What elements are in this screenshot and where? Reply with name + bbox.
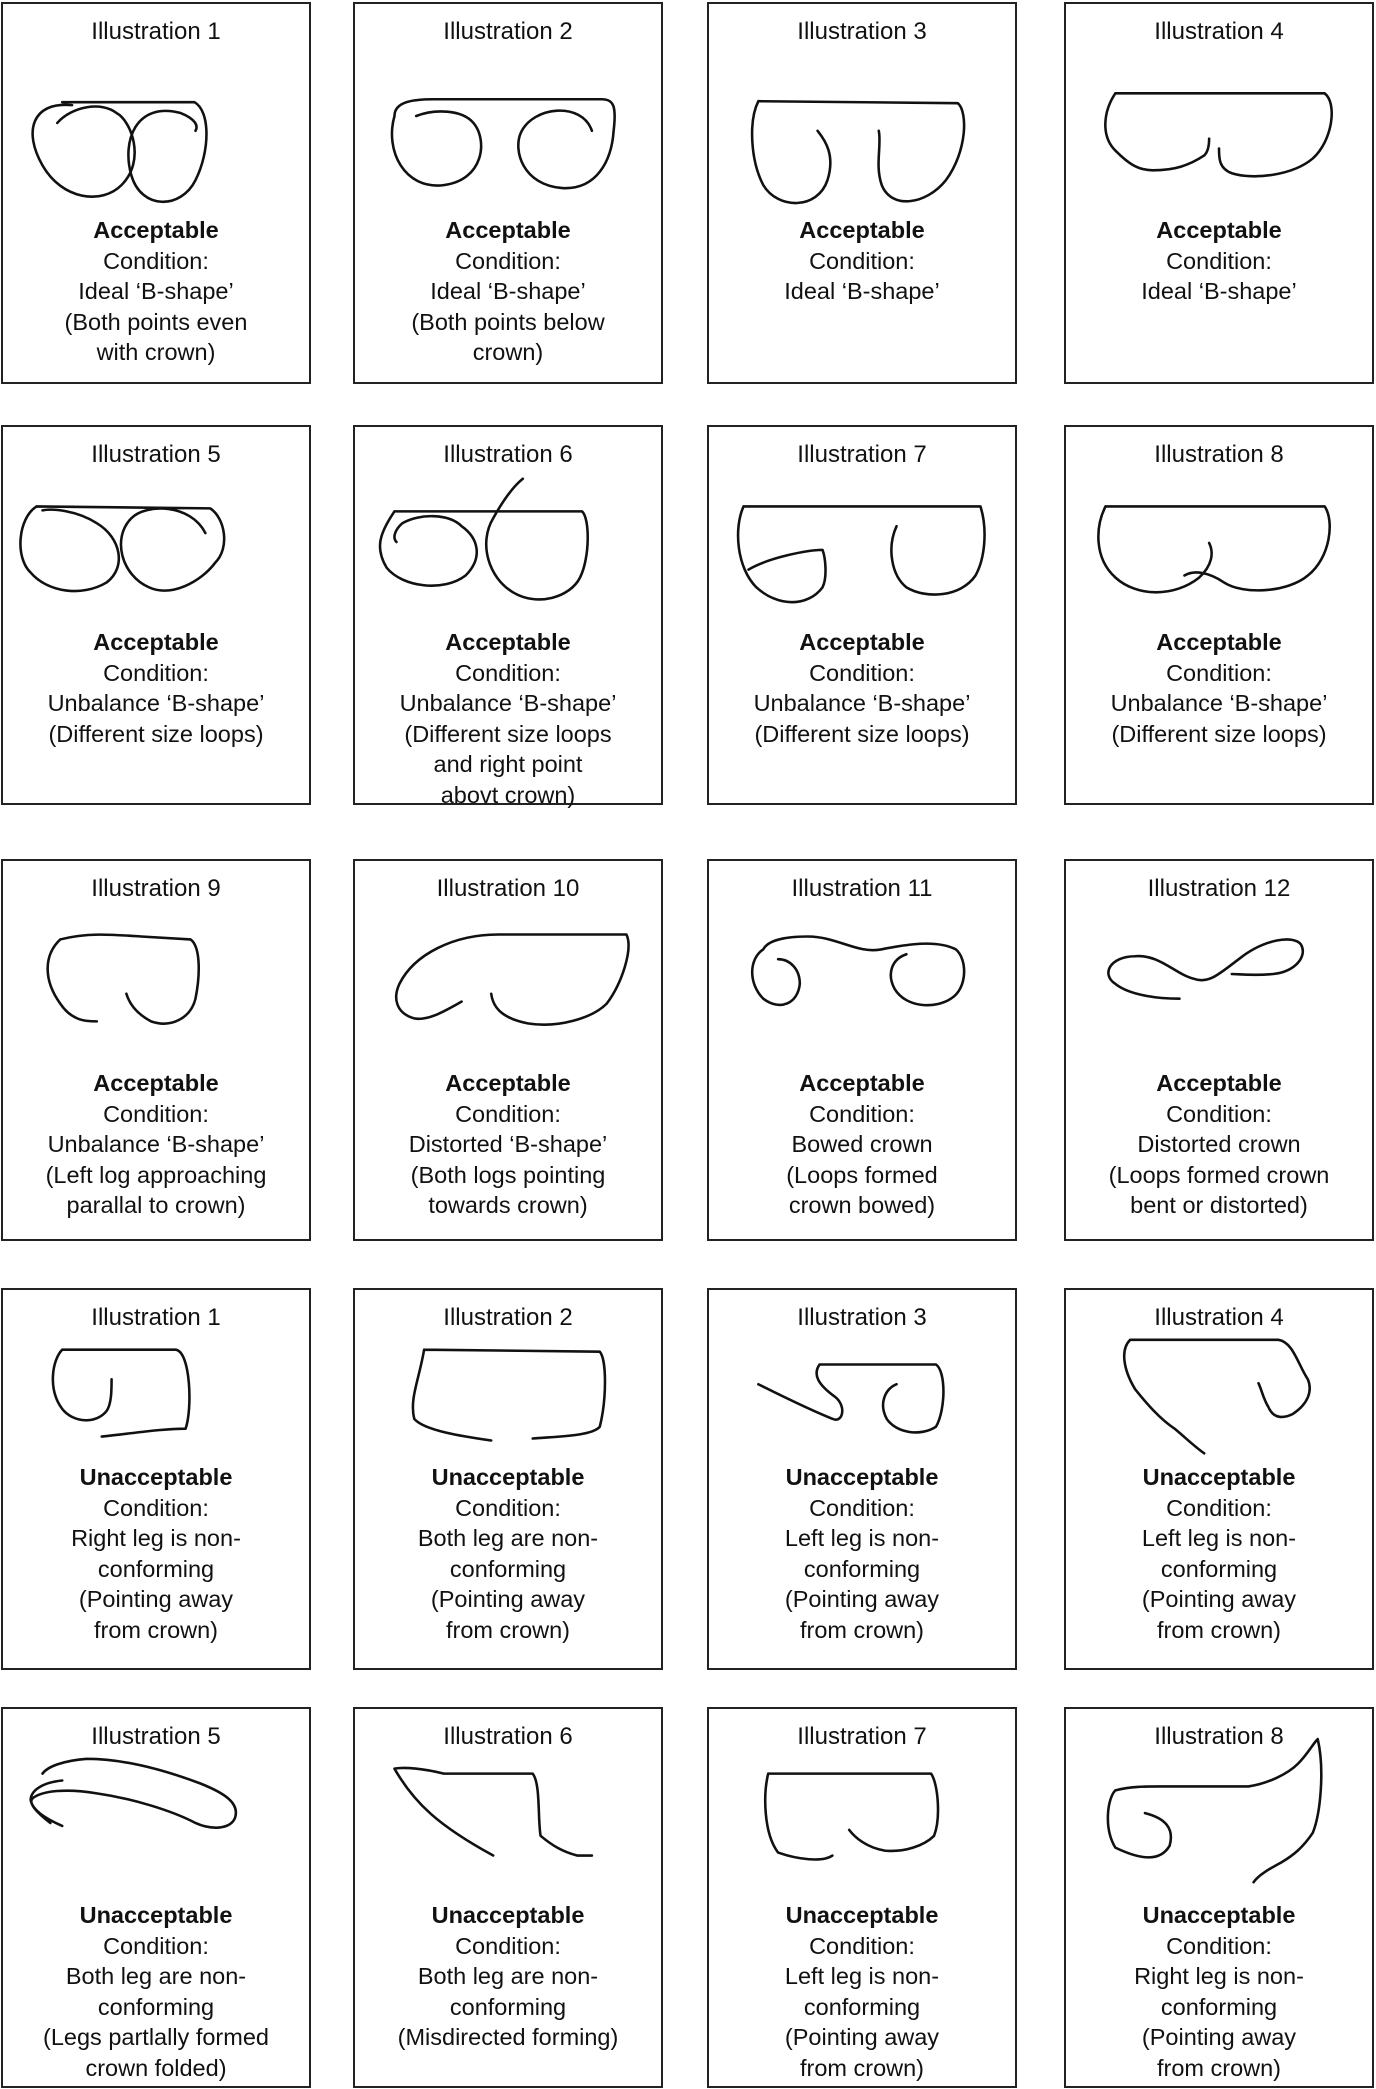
condition-text-line: from crown) [1156,1616,1282,1643]
wire-shape-outline [33,102,207,202]
illustration-panel [707,1288,1017,1670]
condition-text-line: (Both points even [64,308,248,335]
condition-text-line: Unbalance ‘B-shape’ [47,690,265,716]
condition-text-line: (Pointing away [1141,1586,1297,1612]
illustration-description [355,1900,661,2053]
condition-label: Condition: [1166,1100,1272,1127]
illustration-panel [1064,1288,1374,1670]
illustration-panel [707,2,1017,384]
illustration-description [1066,1462,1372,1645]
condition-text-line: with crown) [96,339,216,365]
illustration-panel [353,1288,663,1670]
illustration-description [3,215,309,368]
condition-text-line: from crown) [799,1616,925,1643]
status-label: Unacceptable [785,1902,939,1928]
illustration-panel [707,859,1017,1241]
condition-text-line: Ideal ‘B-shape’ [78,278,234,304]
condition-text-line: Unbalance ‘B-shape’ [1110,690,1328,716]
condition-text-line: Left leg is non- [1141,1525,1297,1551]
condition-text-line: conforming [449,1993,567,2020]
illustration-description [709,215,1015,307]
condition-text-line: Unbalance ‘B-shape’ [753,690,971,716]
status-label: Acceptable [799,629,925,655]
illustration-panel [353,1707,663,2088]
condition-label: Condition: [455,1494,561,1521]
illustration-panel [1,1288,311,1670]
condition-text-line: (Different size loops) [754,720,970,747]
illustration-description [709,627,1015,749]
condition-text-line: (Pointing away [784,1586,940,1612]
condition-text-line: crown) [472,339,544,365]
illustration-description [3,1068,309,1221]
illustration-title: Illustration 5 [91,441,221,468]
condition-text-line: from crown) [799,2054,925,2081]
condition-text-line: Left leg is non- [784,1963,940,1989]
status-label: Unacceptable [785,1464,939,1490]
condition-text-line: conforming [1160,1555,1278,1582]
illustration-description [355,1068,661,1221]
wire-shape-outline [48,935,199,1024]
condition-text-line: Both leg are non- [417,1525,599,1551]
condition-text-line: conforming [97,1993,215,2020]
condition-label: Condition: [455,659,561,686]
condition-text-line: Ideal ‘B-shape’ [784,278,940,304]
illustration-title: Illustration 2 [443,1304,573,1331]
illustration-panel [1064,859,1374,1241]
illustration-panel [353,425,663,808]
condition-text-line: Both leg are non- [417,1963,599,1989]
condition-text-line: (Pointing away [1141,2024,1297,2050]
condition-text-line: and right point [433,751,583,777]
condition-text-line: conforming [449,1555,567,1582]
status-label: Unacceptable [79,1902,233,1928]
condition-text-line: (Loops formed [786,1161,938,1188]
condition-label: Condition: [455,1932,561,1959]
condition-label: Condition: [809,659,915,686]
wire-shape-drawing [709,4,1015,382]
condition-text-line: conforming [803,1993,921,2020]
wire-shape-outline [380,479,588,600]
illustration-panel [1,1707,311,2088]
condition-label: Condition: [455,247,561,274]
wire-shape-drawing [1066,4,1372,382]
illustration-description [1066,1900,1372,2083]
illustration-panel [707,425,1017,805]
illustration-description [1066,1068,1372,1221]
condition-label: Condition: [809,1494,915,1521]
illustration-description [709,1068,1015,1221]
illustration-title: Illustration 10 [436,875,580,902]
condition-text-line: conforming [1160,1993,1278,2020]
condition-text-line: (Different size loops) [1111,720,1327,747]
condition-text-line: from crown) [1156,2054,1282,2081]
illustration-description [3,627,309,749]
wire-shape-outline [1124,1340,1309,1454]
wire-shape-outline [20,506,224,591]
condition-label: Condition: [103,659,209,686]
condition-text-line: from crown) [93,1616,219,1643]
illustration-panel [1064,2,1374,384]
condition-text-line: (Misdirected forming) [397,2024,619,2050]
condition-text-line: bent or distorted) [1130,1192,1308,1218]
wire-shape-outline [1108,939,1302,998]
wire-shape-outline [394,1768,591,1856]
condition-label: Condition: [809,1100,915,1127]
condition-label: Condition: [1166,1494,1272,1521]
status-label: Unacceptable [1142,1464,1296,1490]
condition-text-line: Ideal ‘B-shape’ [430,278,586,304]
illustration-title: Illustration 11 [791,875,933,902]
wire-shape-outline [765,1774,938,1860]
condition-label: Condition: [1166,247,1272,274]
condition-label: Condition: [809,1932,915,1959]
condition-label: Condition: [103,1100,209,1127]
condition-text-line: Ideal ‘B-shape’ [1141,278,1297,304]
illustration-panel [1,2,311,384]
condition-text-line: towards crown) [428,1192,588,1218]
status-label: Unacceptable [1142,1902,1296,1928]
illustration-title: Illustration 7 [797,441,927,468]
wire-shape-outline [392,99,615,188]
condition-text-line: Unbalance ‘B-shape’ [399,690,617,716]
status-label: Acceptable [445,217,571,243]
illustration-description [709,1900,1015,2083]
condition-text-line: crown folded) [85,2054,227,2081]
illustration-title: Illustration 6 [443,1723,573,1750]
condition-text-line: (Different size loops) [48,720,264,747]
illustration-description [709,1462,1015,1645]
wire-shape-outline [758,1364,943,1432]
wire-shape-outline [1108,1739,1321,1882]
illustration-panel [353,2,663,384]
status-label: Acceptable [93,629,219,655]
illustration-panel [1,859,311,1241]
condition-text-line: (Loops formed crown [1108,1161,1330,1188]
illustration-title: Illustration 4 [1154,18,1284,45]
illustration-panel [1,425,311,805]
condition-text-line: (Both points below [411,308,605,335]
condition-text-line: (Pointing away [784,2024,940,2050]
illustration-description [355,627,661,810]
condition-label: Condition: [1166,659,1272,686]
status-label: Acceptable [93,217,219,243]
wire-shape-outline [53,1350,190,1437]
condition-text-line: Right leg is non- [71,1525,241,1551]
condition-text-line: (Both logs pointing [410,1161,606,1188]
condition-text-line: Distorted crown [1137,1131,1301,1157]
condition-text-line: conforming [97,1555,215,1582]
illustration-title: Illustration 1 [91,18,221,45]
illustration-description [3,1462,309,1645]
condition-label: Condition: [1166,1932,1272,1959]
wire-shape-outline [1098,506,1329,592]
status-label: Unacceptable [431,1902,585,1928]
illustration-title: Illustration 12 [1147,875,1291,902]
condition-label: Condition: [455,1100,561,1127]
condition-label: Condition: [103,1932,209,1959]
illustration-title: Illustration 4 [1154,1304,1284,1331]
wire-shape-outline [396,935,628,1025]
status-label: Acceptable [1156,217,1282,243]
wire-shape-outline [752,936,964,1005]
illustration-title: Illustration 5 [91,1723,221,1750]
condition-text-line: (Different size loops [404,720,612,747]
illustration-title: Illustration 8 [1154,1723,1284,1750]
condition-text-line: Left leg is non- [784,1525,940,1551]
condition-text-line: Distorted ‘B-shape’ [408,1131,608,1157]
condition-text-line: from crown) [445,1616,571,1643]
condition-text-line: parallal to crown) [66,1192,246,1218]
condition-text-line: (Left log approaching [45,1161,267,1188]
wire-shape-outline [1105,93,1331,176]
status-label: Acceptable [93,1070,219,1096]
illustration-panel [707,1707,1017,2088]
condition-text-line: abovt crown) [440,781,576,808]
condition-label: Condition: [103,247,209,274]
condition-text-line: conforming [803,1555,921,1582]
condition-text-line: Unbalance ‘B-shape’ [47,1131,265,1157]
condition-text-line: (Pointing away [430,1586,586,1612]
wire-shape-outline [738,506,984,602]
illustration-description [1066,215,1372,307]
condition-text-line: Right leg is non- [1134,1963,1304,1989]
status-label: Acceptable [445,1070,571,1096]
illustration-description [3,1900,309,2083]
condition-text-line: (Legs partlally formed [43,2024,269,2050]
condition-text-line: Bowed crown [791,1131,933,1157]
illustration-title: Illustration 2 [443,18,573,45]
illustration-panel [1064,425,1374,805]
illustration-title: Illustration 8 [1154,441,1284,468]
condition-text-line: (Pointing away [78,1586,234,1612]
illustration-title: Illustration 7 [797,1723,927,1750]
illustration-title: Illustration 3 [797,1304,927,1331]
condition-text-line: crown bowed) [788,1192,936,1218]
status-label: Acceptable [799,217,925,243]
illustration-panel [353,859,663,1241]
illustration-description [1066,627,1372,749]
status-label: Acceptable [1156,629,1282,655]
status-label: Acceptable [1156,1070,1282,1096]
illustration-panel [1064,1707,1374,2088]
status-label: Acceptable [799,1070,925,1096]
condition-text-line: Both leg are non- [65,1963,247,1989]
status-label: Unacceptable [431,1464,585,1490]
condition-label: Condition: [809,247,915,274]
illustration-description [355,215,661,368]
status-label: Unacceptable [79,1464,233,1490]
wire-shape-outline [31,1759,236,1828]
illustration-description [355,1462,661,1645]
wire-shape-outline [752,101,964,203]
illustration-title: Illustration 3 [797,18,927,45]
illustration-title: Illustration 9 [91,875,221,902]
illustration-title: Illustration 1 [91,1304,221,1331]
wire-shape-outline [413,1350,605,1441]
condition-label: Condition: [103,1494,209,1521]
illustration-title: Illustration 6 [443,441,573,468]
status-label: Acceptable [445,629,571,655]
